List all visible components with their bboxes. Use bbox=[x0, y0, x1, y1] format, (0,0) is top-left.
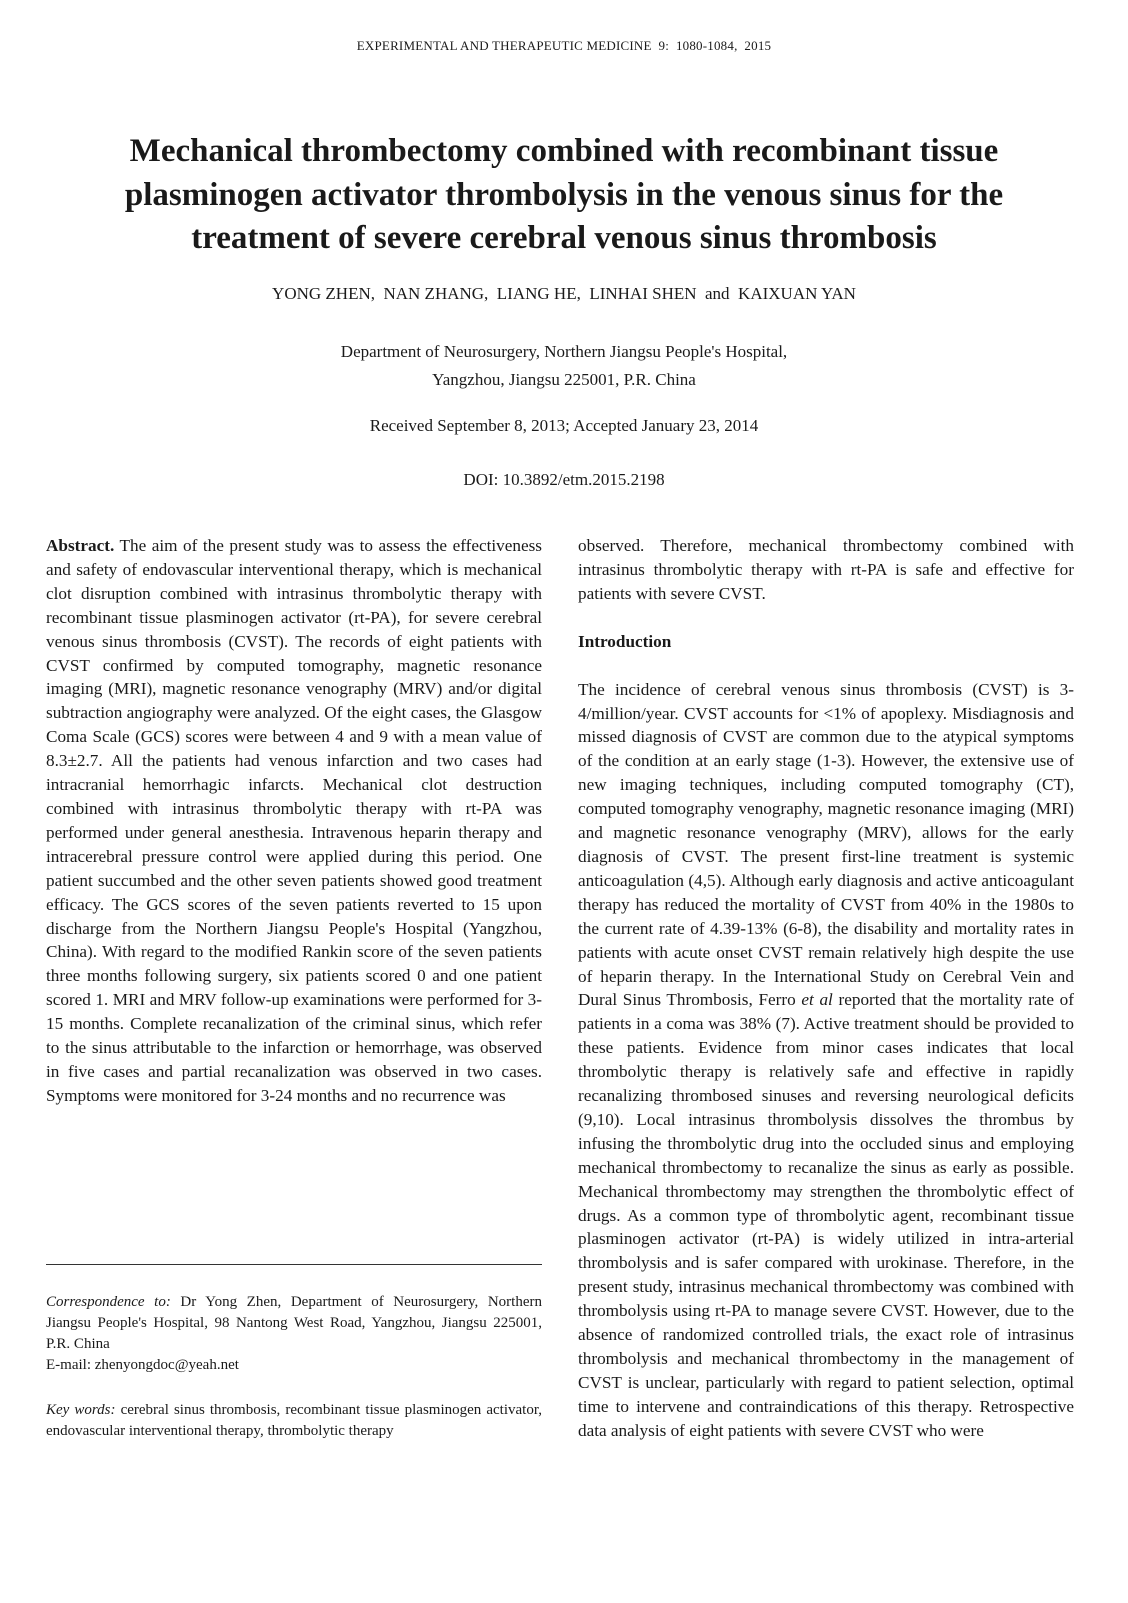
received-accepted-dates: Received September 8, 2013; Accepted January 23, 2014 bbox=[369, 416, 759, 435]
correspondence-email[interactable]: E-mail: zhenyongdoc@yeah.net bbox=[46, 1357, 239, 1373]
running-header: EXPERIMENTAL AND THERAPEUTIC MEDICINE 9: 1080-1084, 2015 bbox=[356, 38, 772, 53]
introduction-heading: Introduction bbox=[578, 631, 672, 651]
abstract-continuation: observed. Therefore, mechanical thrombectomy combined with intrasinus thrombolytic therapy with rt-PA is safe and effective for patients with severe CVST. bbox=[578, 536, 1074, 603]
footnote-divider bbox=[46, 1264, 542, 1265]
keywords-text: cerebral sinus thrombosis, recombinant tissue plasminogen activator, endovascular interventional therapy, thrombolytic therapy bbox=[46, 1402, 542, 1439]
right-column bbox=[578, 534, 1074, 1443]
correspondence-note bbox=[46, 1292, 542, 1355]
abstract-label: Abstract. bbox=[46, 536, 115, 555]
affiliation-line-2: Yangzhou, Jiangsu 225001, P.R. China bbox=[432, 370, 696, 389]
introduction-text-part-2: reported that the mortality rate of patients in a coma was 38% (7). Active treatment should be provided to these patients. Evidence from minor cases indicates that local thrombolytic therapy is relatively safe and effective in rapidly recanalizing thrombosed sinuses and reversing neurological deficits (9,10). Local intrasinus thrombolysis dissolves the thrombus by infusing the thrombolytic drug into the occluded sinus and employing mechanical thrombectomy to recanalize the sinus as early as possible. Mechanical thrombectomy may strengthen the thrombolytic effect of drugs. As a common type of thrombolytic agent, recombinant tissue plasminogen activator (rt-PA) is widely utilized in intra-arterial thrombolysis and is safer compared with urokinase. Therefore, in the present study, intrasinus mechanical thrombectomy was combined with thrombolysis using rt-PA to manage severe CVST. However, due to the absence of randomized controlled trials, the exact role of intrasinus thrombolysis and mechanical thrombectomy in the management of CVST is unclear, particularly with regard to patient selection, optimal time to intervene and contraindications of this therapy. Retrospective data analysis of eight patients with severe CVST who were bbox=[578, 990, 1074, 1440]
introduction-paragraph bbox=[578, 678, 1074, 1443]
article-title: Mechanical thrombectomy combined with recombinant tissue plasminogen activator thrombolysis in the venous sinus for the treatment of severe cerebral venous sinus thrombosis bbox=[124, 133, 1004, 256]
abstract-text: The aim of the present study was to assess the effectiveness and safety of endovascular interventional therapy, which is mechanical clot disruption combined with intrasinus thrombolytic therapy with recombinant tissue plasminogen activator (rt-PA), for severe cerebral venous sinus thrombosis (CVST). The records of eight patients with CVST confirmed by computed tomography, magnetic resonance imaging (MRI), magnetic resonance venography (MRV) and/or digital subtraction angiography were analyzed. Of the eight cases, the Glasgow Coma Scale (GCS) scores were between 4 and 9 with a mean value of 8.3±2.7. All the patients had venous infarction and two cases had intracranial hemorrhagic infarcts. Mechanical clot destruction combined with intrasinus thrombolytic therapy with rt-PA was performed under general anesthesia. Intravenous heparin therapy and intracerebral pressure control were applied during this period. One patient succumbed and the other seven patients showed good treatment efficacy. The GCS scores of the seven patients reverted to 15 upon discharge from the Northern Jiangsu People's Hospital (Yangzhou, China). With regard to the modified Rankin score of the seven patients three months following surgery, six patients scored 0 and one patient scored 1. MRI and MRV follow-up examinations were performed for 3-15 months. Complete recanalization of the criminal sinus, which refer to the sinus attributable to the infarction or hemorrhage, was observed in five cases and partial recanalization was observed in two cases. Symptoms were monitored for 3-24 months and no recurrence was bbox=[46, 536, 542, 1105]
abstract-paragraph bbox=[46, 534, 542, 1108]
author-list: YONG ZHEN, NAN ZHANG, LIANG HE, LINHAI SHEN and KAIXUAN YAN bbox=[272, 284, 856, 303]
keywords-note bbox=[46, 1400, 542, 1442]
correspondence-label: Correspondence to: bbox=[46, 1294, 171, 1310]
introduction-text-part-1: The incidence of cerebral venous sinus thrombosis (CVST) is 3-4/million/year. CVST accounts for <1% of apoplexy. Misdiagnosis and missed diagnosis of CVST are common due to the atypical symptoms of the condition at an early stage (1-3). However, the extensive use of new imaging techniques, including computed tomography (CT), computed tomography venography, magnetic resonance imaging (MRI) and magnetic resonance venography (MRV), allows for the early diagnosis of CVST. The present first-line treatment is systemic anticoagulation (4,5). Although early diagnosis and active anticoagulant therapy has reduced the mortality of CVST from 40% in the 1980s to the current rate of 4.39-13% (6-8), the disability and mortality rates in patients with acute onset CVST remain relatively high despite the use of heparin therapy. In the International Study on Cerebral Vein and Dural Sinus Thrombosis, Ferro bbox=[578, 679, 1074, 1010]
footnotes bbox=[46, 1292, 542, 1442]
left-column bbox=[46, 534, 542, 1108]
correspondence-text: Dr Yong Zhen, Department of Neurosurgery, Northern Jiangsu People's Hospital, 98 Nantong West Road, Yangzhou, Jiangsu 225001, P.R. China bbox=[46, 1294, 542, 1352]
et-al-citation: et al bbox=[801, 990, 833, 1010]
affiliation bbox=[0, 338, 1128, 394]
doi-link[interactable]: DOI: 10.3892/etm.2015.2198 bbox=[463, 470, 665, 489]
affiliation-line-1: Department of Neurosurgery, Northern Jiangsu People's Hospital, bbox=[340, 342, 788, 361]
keywords-label: Key words: bbox=[46, 1402, 116, 1418]
